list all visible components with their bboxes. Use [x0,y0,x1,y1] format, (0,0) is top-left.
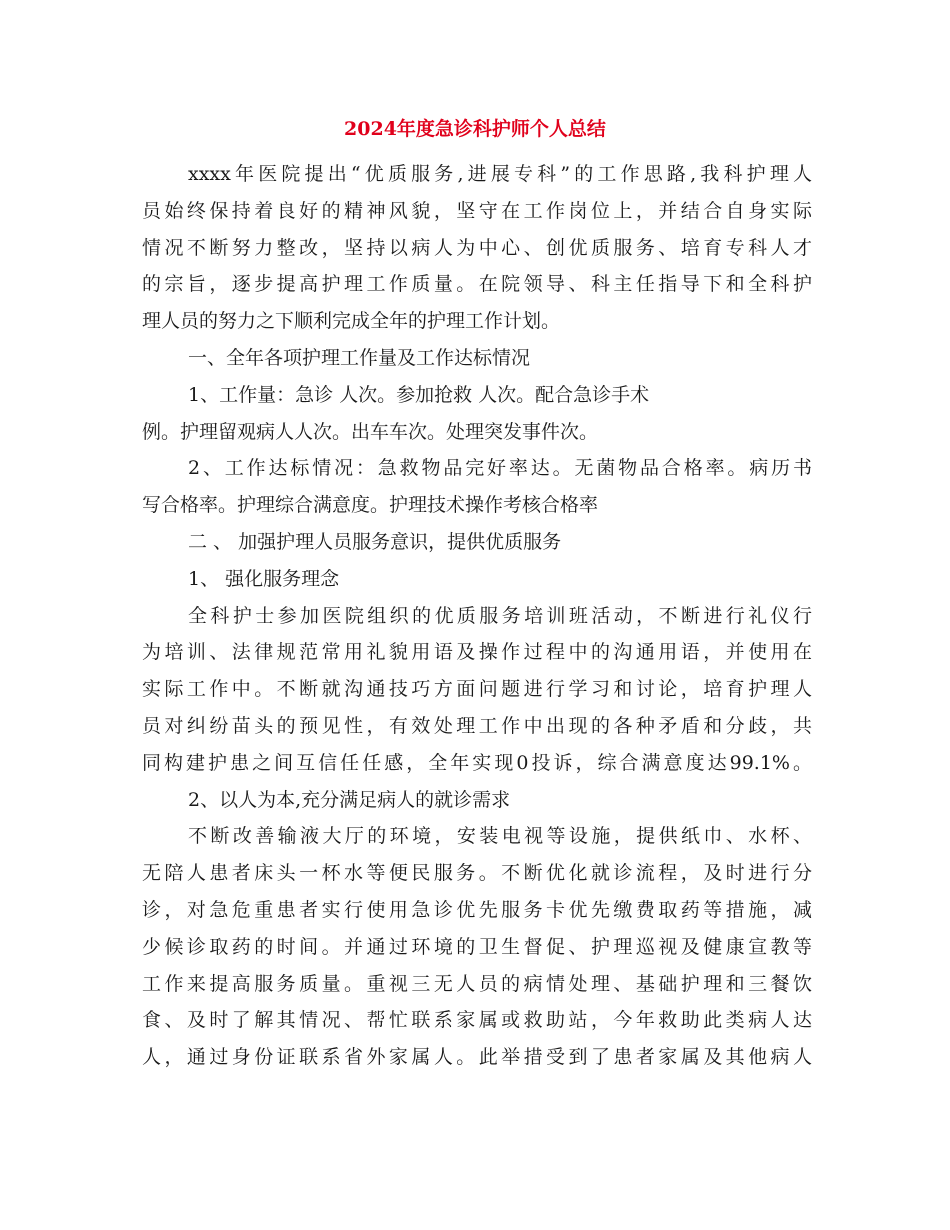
body-line: 写合格率。护理综合满意度。护理技术操作考核合格率 [142,494,599,517]
body-line: 实际工作中。不断就沟通技巧方面问题进行学习和讨论，培育护理人 [142,678,812,701]
body-line: 诊，对急危重患者实行使用急诊优先服务卡优先缴费取药等措施，减 [142,898,812,921]
body-line: 2、以人为本,充分满足病人的就诊需求 [188,788,511,811]
body-line: xxxx年医院提出“优质服务,进展专科”的工作思路,我科护理人 [188,163,812,185]
body-line: 理人员的努力之下顺利完成全年的护理工作计划。 [142,310,561,333]
body-line: 食、及时了解其情况、帮忙联系家属或救助站，今年救助此类病人达 [142,1009,812,1032]
body-line: 全科护士参加医院组织的优质服务培训班活动，不断进行礼仪行 [188,604,812,627]
document-body [142,156,812,1076]
body-line: 1、 强化服务理念 [188,567,340,590]
body-line: 员始终保持着良好的精神风貌，坚守在工作岗位上，并结合自身实际 [142,199,812,222]
body-line: 员对纠纷苗头的预见性，有效处理工作中出现的各种矛盾和分歧，共 [142,714,812,737]
body-line: 少候诊取药的时间。并通过环境的卫生督促、护理巡视及健康宣教等 [142,935,812,958]
body-line: 不断改善输液大厅的环境，安装电视等设施，提供纸巾、水杯、 [188,825,812,848]
body-line: 二 、 加强护理人员服务意识，提供优质服务 [188,530,562,553]
body-line: 为培训、法律规范常用礼貌用语及操作过程中的沟通用语，并使用在 [142,641,812,664]
body-line: 一、全年各项护理工作量及工作达标情况 [188,346,531,369]
body-line: 的宗旨，逐步提高护理工作质量。在院领导、科主任指导下和全科护 [142,273,812,296]
body-line: 无陪人患者床头一杯水等便民服务。不断优化就诊流程，及时进行分 [142,862,812,885]
body-line: 例。护理留观病人人次。出车车次。处理突发事件次。 [142,420,599,443]
body-line: 同构建护患之间互信任任感，全年实现0投诉，综合满意度达99.1%。 [142,751,812,774]
body-line: 工作来提高服务质量。重视三无人员的病情处理、基础护理和三餐饮 [142,972,812,995]
body-line: 2、工作达标情况：急救物品完好率达。无菌物品合格率。病历书 [188,457,812,480]
document-title: 2024年度急诊科护师个人总结 [344,118,606,140]
body-line: 情况不断努力整改，坚持以病人为中心、创优质服务、培育专科人才 [142,236,812,259]
body-line: 人，通过身份证联系省外家属人。此举措受到了患者家属及其他病人 [142,1046,812,1069]
body-line: 1、工作量：急诊 人次。参加抢救 人次。配合急诊手术 [188,383,650,406]
